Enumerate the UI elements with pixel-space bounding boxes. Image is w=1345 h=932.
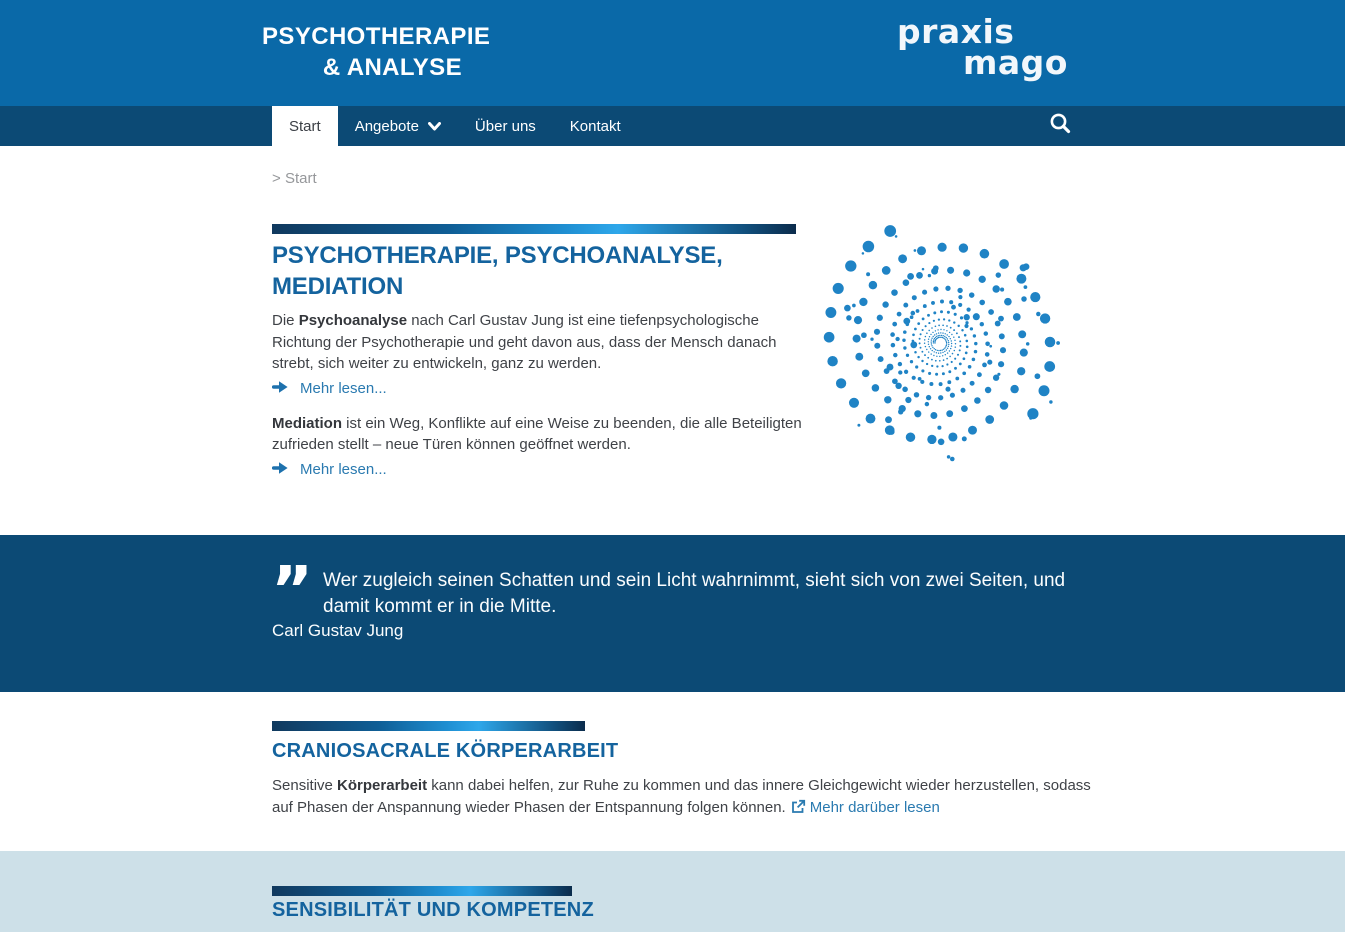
site-title-line2: & ANALYSE: [322, 54, 462, 81]
craniosacrale-heading: CRANIOSACRALE KÖRPERARBEIT: [272, 740, 619, 762]
read-more-row-1: [272, 379, 796, 399]
nav-item-angebote-label: Angebote: [354, 117, 419, 135]
page-title: PSYCHOTHERAPIE, PSYCHOANALYSE, MEDIATION: [272, 242, 723, 300]
external-link-icon: [790, 799, 806, 821]
nav-item-kontakt-label: Kontakt: [569, 117, 621, 135]
nav-item-kontakt[interactable]: [553, 106, 638, 146]
gradient-bar: [272, 886, 572, 896]
paragraph-bold-term: Psychoanalyse: [298, 312, 408, 329]
read-more-link-psychoanalyse[interactable]: Mehr lesen...: [300, 380, 387, 397]
intro-section: [272, 224, 802, 480]
bottom-section: [0, 851, 1345, 932]
nav-item-ueber-uns-label: Über uns: [474, 117, 536, 135]
site-header: [0, 0, 1345, 106]
craniosacrale-paragraph: [272, 775, 1112, 821]
main-nav: [0, 106, 1345, 146]
nav-item-start-label: Start: [289, 117, 321, 135]
intro-paragraph-2: [272, 413, 822, 456]
breadcrumb-separator: >: [272, 170, 281, 187]
read-more-row-2: [272, 460, 796, 480]
praxis-mago-logo[interactable]: [897, 12, 1068, 82]
spiral-dots-image: [818, 203, 1074, 487]
arrow-right-icon: [272, 380, 289, 398]
paragraph-text: kann dabei helfen, zur Ruhe zu kommen und das innere Gleichgewicht wieder herzustellen, sodass auf Phasen der Anspannung wieder Phasen der Entspannung folgen können.: [272, 777, 1091, 816]
search-button[interactable]: [1045, 106, 1075, 146]
site-title: [262, 21, 491, 83]
arrow-right-icon: [272, 461, 289, 479]
search-icon: [1049, 112, 1072, 140]
gradient-bar: [272, 224, 796, 234]
paragraph-text: ist ein Weg, Konflikte auf eine Weise zu beenden, die alle Beteiligten zufrieden stellt – neue Türen können geöffnet werden.: [272, 414, 802, 453]
logo-line2: mago: [963, 43, 1068, 82]
breadcrumb-current[interactable]: Start: [284, 170, 317, 187]
read-more-link-mediation[interactable]: Mehr lesen...: [300, 461, 387, 478]
intro-paragraph-1: [272, 310, 822, 375]
site-title-line1: PSYCHOTHERAPIE: [262, 23, 491, 50]
quote-author: Carl Gustav Jung: [272, 621, 404, 640]
bottom-heading: SENSIBILITÄT UND KOMPETENZ: [272, 899, 594, 921]
craniosacrale-section: [272, 721, 1112, 836]
gradient-bar: [272, 721, 585, 731]
quote-text: Wer zugleich seinen Schatten und sein Licht wahrnimmt, sieht sich von zwei Seiten, und damit kommt er in die Mitte.: [323, 570, 1066, 617]
paragraph-text: nach Carl Gustav Jung ist eine tiefenpsychologische Richtung der Psychotherapie und geht davon aus, dass der Mensch danach strebt, sich weiter zu entwickeln, ganz zu werden.: [272, 312, 777, 372]
paragraph-text: Die: [272, 312, 299, 329]
paragraph-text: Sensitive: [272, 777, 338, 794]
paragraph-bold-term: Mediation: [272, 414, 342, 432]
external-read-more-link[interactable]: Mehr darüber lesen: [809, 799, 940, 816]
nav-item-angebote[interactable]: [338, 106, 458, 146]
nav-item-ueber-uns[interactable]: [458, 106, 553, 146]
breadcrumb: [272, 170, 317, 187]
paragraph-bold-term: Körperarbeit: [337, 777, 428, 794]
nav-item-start[interactable]: [272, 106, 338, 146]
logo-line1: praxis: [897, 12, 1015, 51]
quote-section: [0, 535, 1345, 692]
quote-icon: ”: [271, 554, 314, 628]
chevron-down-icon: [428, 118, 441, 135]
